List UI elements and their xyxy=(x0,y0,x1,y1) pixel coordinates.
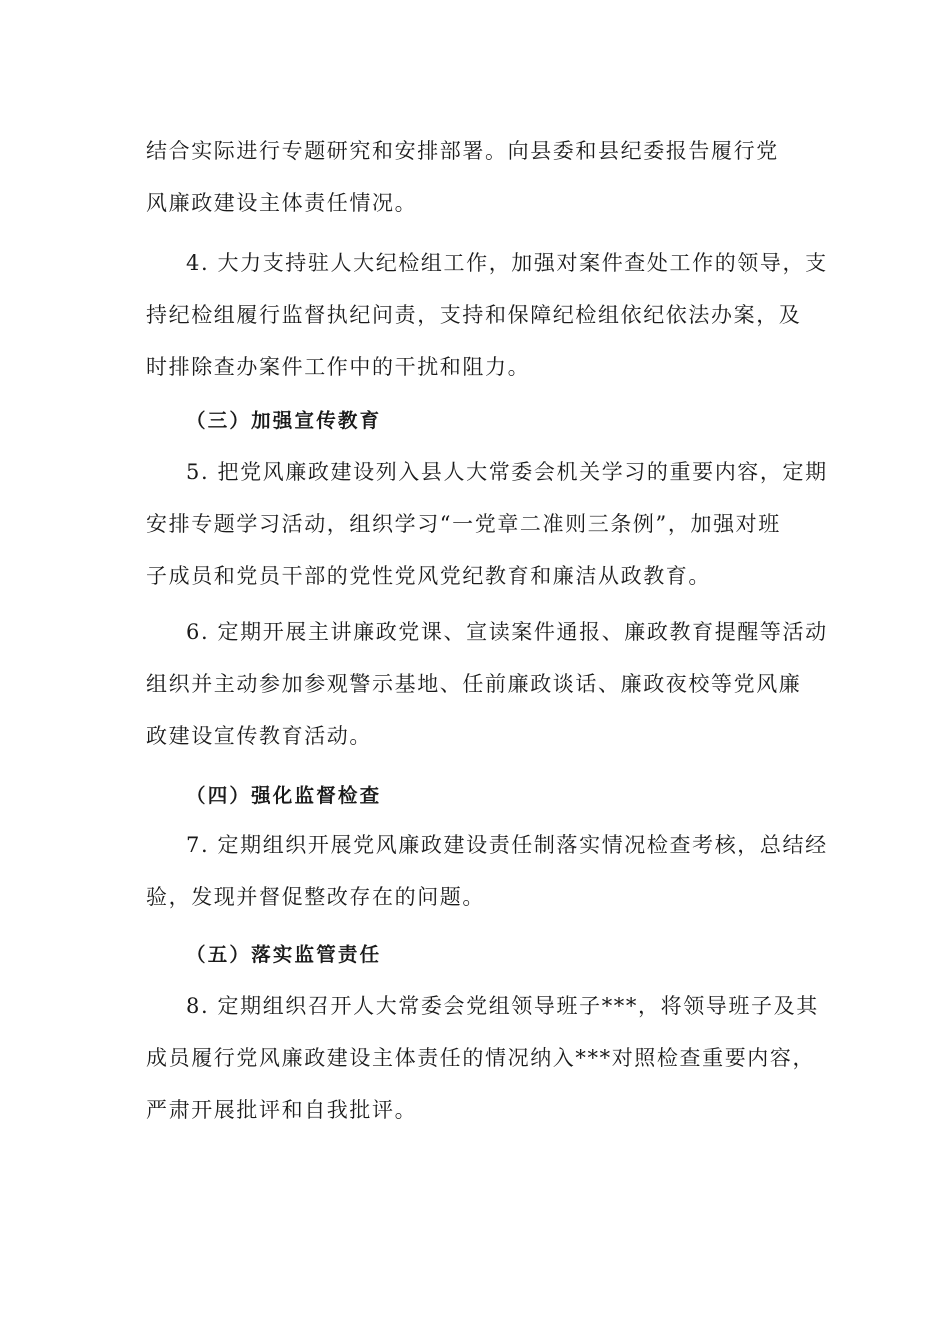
text-line: 8. 定期组织召开人大常委会党组领导班子***，将领导班子及其 xyxy=(186,994,819,1018)
text-line: 验，发现并督促整改存在的问题。 xyxy=(146,885,485,909)
paragraph-item-7 xyxy=(146,819,828,923)
paragraph-continuation xyxy=(146,125,806,229)
paragraph-item-4 xyxy=(146,237,828,393)
text-line: 结合实际进行专题研究和安排部署。向县委和县纪委报告履行党 xyxy=(146,139,779,163)
text-line: 风廉政建设主体责任情况。 xyxy=(146,191,418,215)
text-line: 6. 定期开展主讲廉政党课、宣读案件通报、廉政教育提醒等活动 xyxy=(186,620,828,644)
paragraph-item-6 xyxy=(146,606,828,762)
text-line: 4. 大力支持驻人大纪检组工作，加强对案件查处工作的领导，支 xyxy=(186,251,828,275)
text-line: 子成员和党员干部的党性党风党纪教育和廉洁从政教育。 xyxy=(146,564,711,588)
text-line: 严肃开展批评和自我批评。 xyxy=(146,1098,418,1122)
text-line: 政建设宣传教育活动。 xyxy=(146,724,372,748)
section-heading-4: （四）强化监督检查 xyxy=(186,784,382,807)
text-line: 安排专题学习活动，组织学习“一党章二准则三条例”，加强对班 xyxy=(146,512,781,536)
text-line: 持纪检组履行监督执纪问责，支持和保障纪检组依纪依法办案，及 xyxy=(146,303,802,327)
text-line: 成员履行党风廉政建设主体责任的情况纳入***对照检查重要内容， xyxy=(146,1046,816,1070)
paragraph-item-8 xyxy=(146,980,819,1136)
text-line: 组织并主动参加参观警示基地、任前廉政谈话、廉政夜校等党风廉 xyxy=(146,672,802,696)
paragraph-item-5 xyxy=(146,446,828,602)
section-heading-5: （五）落实监管责任 xyxy=(186,943,382,966)
text-line: 时排除查办案件工作中的干扰和阻力。 xyxy=(146,355,531,379)
text-line: 5. 把党风廉政建设列入县人大常委会机关学习的重要内容，定期 xyxy=(186,460,828,484)
text-line: 7. 定期组织开展党风廉政建设责任制落实情况检查考核，总结经 xyxy=(186,833,828,857)
section-heading-3: （三）加强宣传教育 xyxy=(186,409,382,432)
